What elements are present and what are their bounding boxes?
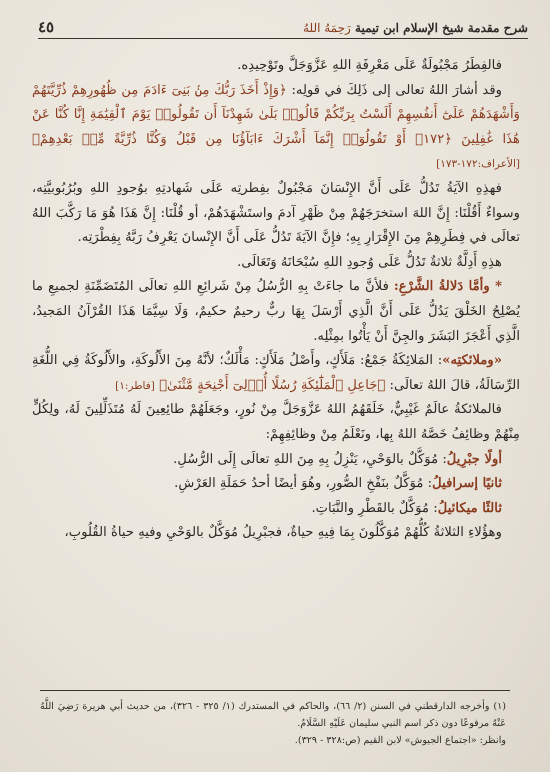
verse-reference: [الأعراف:١٧٢-١٧٣] [436, 158, 520, 171]
footnote-1-text: وأخرجه الدارقطني في السنن (٢/ ٦٦)، والحاكم في المستدرك (١/ ٣٢٥ - ٣٢٦)، من حديث أبي هريرة رَضِيَ اللَّهُ عَنْهُ مرفوعًا دون ذكر اسم النبي سليمان عَلَيْهِ السَّلَامُ. [40, 701, 506, 729]
mikail-label: ثالثًا ميكائيلُ [437, 500, 502, 516]
paragraph-three-angels: وهؤُلاءِ الثلاثةُ كُلُّهُمْ مُوَكَّلُونَ بِمَا فِيهِ حياةٌ، فجبْرِيلُ مُوَكَّلٌ بالوَحْيِ وفيهِ حياةُ القُلُوبِ، [64, 525, 502, 541]
mikail-text: : مُوَكَّلٌ بالقَطْرِ والنَّبَاتِ. [311, 500, 438, 516]
paragraph-quran-citation [32, 79, 520, 177]
quran-verse: ﴿وَإِذْ أَخَذَ رَبُّكَ مِنۢ بَنِىٓ ءَادَمَ مِن ظُهُورِهِمْ ذُرِّيَّتَهُمْ وَأَشْهَدَهُمْ عَلَىٰٓ أَنفُسِهِمْ أَلَسْتُ بِرَبِّكُمْ قَالُوا۟ بَلَىٰ شَهِدْنَآ أَن تَقُولُوا۟ يَوْمَ ٱلْقِيَٰمَةِ إِنَّا كُنَّا عَنْ هَٰذَا غَٰفِلِينَ ﴿١٧٢﴾ أَوْ تَقُولُوٓا۟ إِنَّمَآ أَشْرَكَ ءَابَآؤُنَا مِن قَبْلُ وَكُنَّا ذُرِّيَّةً مِّنۢ بَعْدِهِمْ﴾ [32, 82, 520, 147]
honorific-text: رَحِمَهُ اللهُ [303, 21, 351, 35]
footnotes [40, 698, 506, 749]
running-title [303, 21, 528, 38]
main-text [32, 54, 520, 546]
paragraph-fitra: فالفِطَرُ مَجْبُولَةٌ عَلَى مَعْرِفَةِ اللهِ عَزَّوَجَلَّ وتَوْحِيدِه. [237, 58, 502, 73]
paragraph-angels [32, 349, 520, 398]
footnote-2: وانظر: «اجتماع الجيوش» لابن القيم (ص:٣٢٨ - ٣٢٩). [294, 735, 506, 746]
paragraph-verse-explanation: فهذِهِ الآيَةُ تَدُلُّ عَلَى أَنَّ الإِنْسَانَ مَجْبُولٌ بفِطرتِه عَلَى شَهادتِهِ بوُجودِ اللهِ وبُرُبُوبيَّتِه، وسواءٌ أَقُلْنَا: إِنَّ اللهَ استخرَجَهُمْ مِنْ ظَهْرِ آدمَ واستَشْهَدَهُمْ، أو قُلْنَا: إِنَّ هَذَا هُوَ مَا رَكَّبَ اللهُ تعالَى في فِطَرِهِمْ مِنَ الإِقْرَارِ بِهِ؛ فإِنَّ الآيَةَ تَدُلُّ عَلَى أَنَّ الإِنْسانَ يَعْرِفُ رَبَّهُ بِفِطْرَتِه. [32, 180, 520, 246]
jibril-text: : مُوَكَّلٌ بالوَحْيِ، يَنْزِلُ بِهِ مِنَ اللهِ تعالَى إِلَى الرُّسُلِ. [173, 451, 447, 467]
list-item-mikail [32, 497, 520, 522]
list-item-israfil [32, 472, 520, 497]
quran-verse-fatir: ﴿جَاعِلِ ٱلْمَلَٰٓئِكَةِ رُسُلًا أُو۟لِىٓ أَجْنِحَةٍ مَّثْنَىٰ﴾ [159, 377, 386, 393]
citation-intro: وقد أشارَ اللهُ تعالى إلى ذَلِكَ في قولِه: [286, 82, 503, 98]
shar-proof-heading: * وأمَّا دَلالةُ الشَّرْعِ: [393, 279, 502, 295]
angels-text: : المَلائِكَةُ جَمْعُ: مَلَأَكٍ، وأَصْلُ مَلَأَكٍ: مَأْلَكٌ؛ لأنَّهُ مِنَ الأَلُوكَةِ، والأَلُوكَةُ فِي اللُّغَةِ الرِّسَالَةُ، قالَ اللهُ تعالَى: [32, 353, 520, 393]
paragraph-three-proofs: هذِهِ أَدِلَّةٌ ثلاثةٌ تَدُلُّ عَلَى وُجودِ اللهِ سُبْحَانَهُ وَتَعَالَى. [237, 254, 502, 270]
footnote-marker: (١) [493, 701, 506, 712]
paragraph-angels-nature: فالملائكةُ عالَمٌ غَيْبِيٌّ، خَلَقَهُمُ اللهُ عَزَّوَجَلَّ مِنْ نُورٍ، وجَعَلَهُمْ طائِعِينَ لَهُ مُتَذَلِّلِينَ لَهُ، ولِكُلٍّ مِنْهُمْ وظائِفُ خَصَّهُ اللهُ بِها، ونَعْلَمُ مِنْ وظائِفِهِمْ: [32, 402, 520, 442]
verse-reference-fatir: [فاطر:١] [115, 379, 155, 392]
running-title-text: شرح مقدمة شيخ الإسلام ابن تيمية [355, 21, 528, 35]
footnote-1 [40, 698, 506, 732]
angels-heading: «وملائكتِه» [442, 353, 502, 369]
israfil-label: ثانيًا إسرافيلُ [432, 476, 502, 492]
footnote-divider [40, 690, 510, 691]
israfil-text: : مُوَكَّلٌ بنَفْخِ الصُّورِ، وهُوَ أيضًا أحدُ حَمَلَةِ العَرْشِ. [174, 476, 433, 492]
jibril-label: أولًا جبْرِيلُ [446, 451, 502, 467]
list-item-jibril [32, 448, 520, 473]
page-number: ٤٥ [38, 18, 55, 36]
shar-proof-text: فلأنَّ ما جاءَتْ بِهِ الرُّسُلُ مِنْ شَرائِعِ اللهِ تعالَى المُتَضَمِّنَةِ لجميعِ ما يُصْلِحُ الخَلْقَ يَدُلُّ عَلَى أَنَّ الَّذِي أَرْسَلَ بِهَا ربٌّ رحيمٌ حكيمٌ، وَلَا سِيَّمَا هَذَا القُرْآنُ المَجيدُ، الَّذِي أَعْجَزَ البَشَرَ والجِنَّ أَنْ يَأْتُوا بمِثْلِه. [32, 279, 520, 344]
page-header [38, 14, 528, 39]
paragraph-shar-proof [32, 275, 520, 349]
